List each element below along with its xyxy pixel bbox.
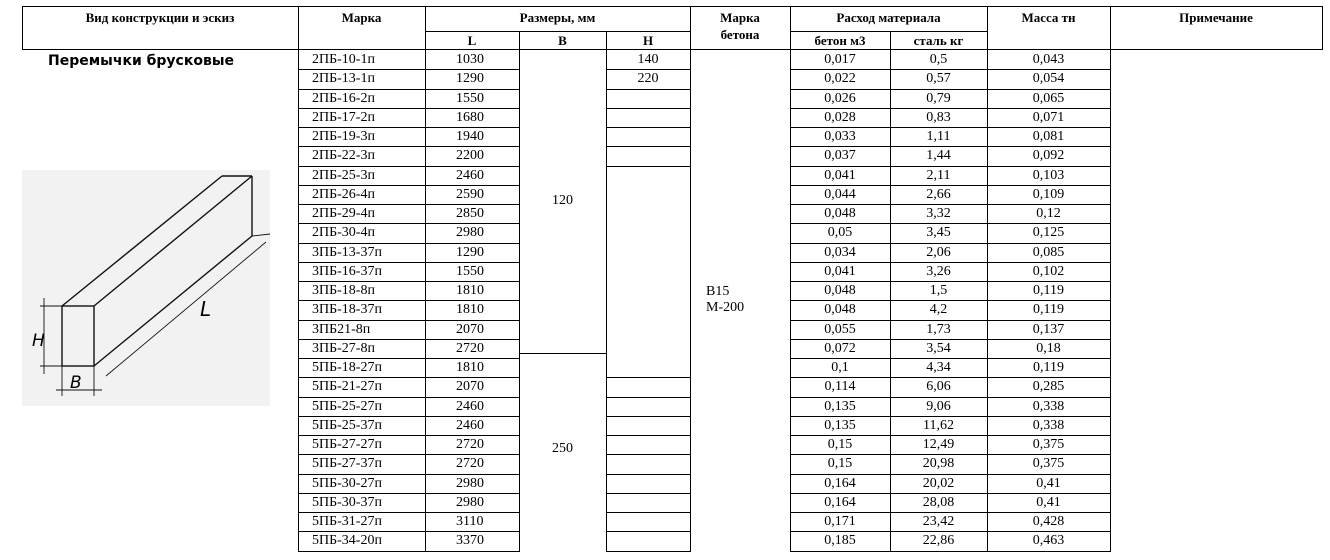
row-rule (790, 204, 890, 205)
cell-mass: 0,137 (1032, 321, 1065, 337)
row-rule (790, 300, 890, 301)
header-mark: Марка (341, 10, 382, 25)
row-rule (298, 281, 425, 282)
row-rule (890, 531, 987, 532)
cell-mark: 2ПБ-22-3п (312, 148, 375, 164)
row-rule (425, 127, 519, 128)
row-rule (890, 223, 987, 224)
row-rule (790, 454, 890, 455)
cell-mark: 3ПБ-13-37п (312, 244, 382, 260)
cell-steel: 2,11 (926, 167, 951, 183)
row-rule (890, 512, 987, 513)
row-rule (790, 69, 890, 70)
row-rule (298, 204, 425, 205)
row-rule (987, 435, 1110, 436)
cell-L: 1550 (456, 90, 484, 106)
header-note: Примечание (1179, 10, 1253, 25)
cell-mass: 0,054 (1032, 71, 1065, 87)
cell-mass: 0,41 (1036, 475, 1061, 491)
cell-mass: 0,103 (1032, 167, 1065, 183)
cell-mark: 5ПБ-25-37п (312, 417, 382, 433)
row-rule (890, 281, 987, 282)
cell-L: 3370 (456, 533, 484, 549)
header-dimensions: Размеры, мм (519, 10, 596, 25)
row-rule (987, 454, 1110, 455)
row-rule-H (606, 474, 690, 475)
cell-concrete: 0,041 (824, 263, 856, 279)
row-rule (987, 531, 1110, 532)
cell-mark: 2ПБ-13-1п (312, 71, 375, 87)
cell-mass: 0,109 (1032, 186, 1065, 202)
concrete-grade-2: M-200 (706, 300, 745, 315)
cell-steel: 22,86 (922, 533, 955, 549)
cell-mass: 0,41 (1036, 494, 1061, 510)
header-mid-rule (425, 31, 690, 32)
cell-concrete: 0,072 (824, 340, 856, 356)
cell-concrete: 0,135 (824, 398, 856, 414)
cell-mass: 0,428 (1032, 514, 1065, 529)
sketch-label-b: B (70, 373, 82, 393)
cell-concrete: 0,135 (824, 417, 856, 433)
cell-L: 2980 (456, 225, 484, 241)
cell-steel: 11,62 (923, 417, 954, 433)
cell-mass: 0,092 (1032, 148, 1065, 164)
row-rule (425, 281, 519, 282)
cell-concrete: 0,017 (824, 52, 856, 67)
cell-mass: 0,18 (1036, 340, 1061, 356)
header-concrete-grade-2: бетона (720, 27, 760, 42)
cell-concrete: 0,026 (824, 90, 856, 106)
cell-mark: 3ПБ21-8п (312, 321, 371, 337)
row-rule (298, 358, 425, 359)
row-rule (425, 300, 519, 301)
cell-L: 2070 (456, 321, 484, 337)
cell-concrete: 0,033 (824, 129, 856, 144)
row-rule (987, 551, 1110, 552)
cell-L: 1550 (456, 263, 484, 279)
row-rule (298, 146, 425, 147)
cell-mark: 5ПБ-25-27п (312, 398, 382, 414)
row-rule-H (606, 397, 690, 398)
cell-steel: 28,08 (922, 494, 955, 510)
cell-steel: 2,66 (926, 186, 951, 202)
row-rule (425, 146, 519, 147)
cell-mark: 2ПБ-26-4п (312, 186, 375, 202)
row-rule-H (606, 166, 690, 167)
row-rule-H (606, 108, 690, 109)
cell-L: 1290 (456, 71, 484, 87)
cell-steel: 4,2 (929, 302, 948, 318)
row-rule (425, 454, 519, 455)
row-rule (425, 223, 519, 224)
cell-mass: 0,043 (1032, 52, 1065, 67)
cell-L: 2850 (456, 206, 484, 221)
header-view: Вид конструкции и эскиз (85, 10, 235, 25)
header-cons-concrete: бетон м3 (814, 33, 866, 48)
cell-mark: 5ПБ-30-37п (312, 494, 382, 510)
row-rule (890, 358, 987, 359)
row-rule (298, 551, 425, 552)
row-rule (298, 531, 425, 532)
cell-steel: 4,34 (926, 360, 951, 375)
row-rule (298, 127, 425, 128)
cell-concrete: 0,034 (824, 244, 856, 260)
row-rule (425, 531, 519, 532)
cell-steel: 23,42 (922, 514, 955, 529)
cell-mark: 5ПБ-21-27п (312, 379, 382, 395)
row-rule (790, 358, 890, 359)
cell-concrete: 0,028 (824, 109, 856, 125)
row-rule (425, 69, 519, 70)
cell-mark: 5ПБ-27-27п (312, 437, 382, 452)
row-rule (298, 377, 425, 378)
cell-steel: 0,79 (926, 90, 951, 106)
cell-concrete: 0,044 (824, 186, 856, 202)
cell-mass: 0,338 (1032, 417, 1065, 433)
cell-mass: 0,071 (1032, 109, 1065, 125)
cell-concrete: 0,15 (827, 456, 853, 472)
cell-concrete: 0,041 (824, 167, 856, 183)
row-rule (790, 531, 890, 532)
cell-mark: 5ПБ-18-27п (312, 360, 382, 375)
cell-steel: 3,32 (926, 206, 951, 221)
row-rule-H (606, 127, 690, 128)
cell-mark: 5ПБ-27-37п (312, 456, 382, 472)
row-rule (890, 377, 987, 378)
row-rule-H (606, 69, 690, 70)
cell-concrete: 0,15 (827, 437, 853, 452)
row-rule (987, 127, 1110, 128)
cell-mass: 0,375 (1032, 456, 1065, 472)
row-rule (987, 69, 1110, 70)
cell-L: 2720 (456, 456, 484, 472)
concrete-grade-1: B15 (706, 284, 730, 299)
cell-concrete: 0,164 (824, 494, 856, 510)
col-border-mass-note (1110, 6, 1111, 552)
cell-concrete: 0,048 (824, 206, 856, 221)
cell-mark: 5ПБ-31-27п (312, 514, 382, 529)
cell-mass: 0,463 (1032, 533, 1065, 549)
sketch-label-l: L (200, 297, 212, 321)
cell-mass: 0,081 (1032, 129, 1065, 144)
row-rule (790, 127, 890, 128)
cell-mass: 0,375 (1032, 437, 1065, 452)
cell-concrete: 0,1 (831, 360, 849, 375)
cell-mass: 0,119 (1033, 302, 1064, 318)
cell-concrete: 0,05 (827, 225, 853, 241)
cell-concrete: 0,022 (824, 71, 856, 87)
cell-steel: 12,49 (922, 437, 955, 452)
cell-L: 2460 (456, 417, 484, 433)
row-rule (987, 300, 1110, 301)
cell-steel: 3,26 (926, 263, 951, 279)
row-rule (987, 377, 1110, 378)
row-rule (890, 551, 987, 552)
cell-steel: 1,73 (926, 321, 951, 337)
row-rule (987, 146, 1110, 147)
cell-L: 1030 (456, 52, 484, 67)
row-rule (987, 204, 1110, 205)
cell-concrete: 0,164 (824, 475, 856, 491)
cell-mark: 2ПБ-10-1п (312, 52, 375, 67)
cell-L: 2980 (456, 494, 484, 510)
row-rule (790, 512, 890, 513)
row-rule (790, 146, 890, 147)
row-rule (790, 223, 890, 224)
row-rule (790, 281, 890, 282)
row-rule (425, 512, 519, 513)
col-border-L-B (519, 31, 520, 552)
cell-steel: 2,06 (926, 244, 951, 260)
header-dim-B: B (558, 33, 567, 48)
header-cons-steel: сталь кг (913, 33, 964, 48)
cell-mark: 2ПБ-19-3п (312, 129, 375, 144)
row-rule (425, 377, 519, 378)
b-group-separator (519, 353, 606, 354)
header-mid-rule-consumption (790, 31, 987, 32)
cell-steel: 0,5 (929, 52, 948, 67)
header-dim-L: L (467, 33, 477, 48)
row-rule (790, 551, 890, 552)
cell-mass: 0,119 (1033, 283, 1064, 298)
sketch-background (22, 170, 270, 406)
cell-mass: 0,085 (1032, 244, 1065, 260)
cell-steel: 3,45 (926, 225, 951, 241)
row-rule (890, 204, 987, 205)
cell-mass: 0,125 (1032, 225, 1065, 241)
cell-mark: 5ПБ-34-20п (312, 533, 382, 549)
cell-steel: 9,06 (926, 398, 951, 414)
cell-L: 1810 (456, 302, 484, 318)
row-rule (298, 454, 425, 455)
header-concrete-grade-1: Марка (720, 10, 760, 25)
row-rule (298, 512, 425, 513)
cell-L: 2720 (456, 437, 484, 452)
row-rule (890, 69, 987, 70)
row-rule-H (606, 493, 690, 494)
cell-mark: 2ПБ-25-3п (312, 167, 375, 183)
row-rule (987, 223, 1110, 224)
row-rule (298, 223, 425, 224)
row-rule (790, 377, 890, 378)
cell-H: 140 (637, 52, 659, 67)
cell-L: 2590 (456, 186, 484, 202)
row-rule-H (606, 146, 690, 147)
row-rule (987, 512, 1110, 513)
row-rule (890, 454, 987, 455)
row-rule-H (606, 435, 690, 436)
cell-mark: 2ПБ-29-4п (312, 206, 375, 221)
sketch-label-h: H (32, 331, 45, 351)
row-rule (790, 435, 890, 436)
row-rule-H (606, 89, 690, 90)
cell-mark: 2ПБ-17-2п (312, 109, 375, 125)
header-top-border (22, 6, 1322, 7)
cell-steel: 20,98 (922, 456, 955, 472)
cell-mark: 3ПБ-18-8п (312, 283, 375, 298)
cell-L: 2720 (456, 340, 484, 356)
row-rule-H (606, 512, 690, 513)
cell-L: 2980 (456, 475, 484, 491)
cell-concrete: 0,048 (824, 302, 856, 318)
cell-L: 2200 (456, 148, 484, 164)
cell-L: 3110 (456, 514, 484, 529)
row-rule-H (606, 416, 690, 417)
row-rule-H (606, 551, 690, 552)
row-rule (987, 358, 1110, 359)
row-rule (298, 435, 425, 436)
section-title: Перемычки брусковые (48, 53, 234, 69)
cell-mark: 3ПБ-18-37п (312, 302, 382, 318)
cell-concrete: 0,114 (824, 379, 856, 395)
col-border-view-mark (298, 6, 299, 552)
cell-L: 1290 (456, 244, 484, 260)
row-rule (987, 281, 1110, 282)
b-value-120: 120 (552, 193, 573, 208)
cell-concrete: 0,055 (824, 321, 856, 337)
cell-L: 1940 (456, 129, 484, 144)
cell-mark: 3ПБ-16-37п (312, 263, 382, 279)
row-rule (425, 204, 519, 205)
b-value-250: 250 (552, 441, 573, 456)
row-rule-H (606, 377, 690, 378)
cell-L: 1810 (456, 360, 484, 375)
cell-steel: 0,57 (926, 71, 951, 87)
row-rule (425, 358, 519, 359)
cell-steel: 1,11 (926, 129, 951, 144)
row-rule (425, 435, 519, 436)
cell-steel: 0,83 (926, 109, 951, 125)
lintel-sketch (22, 170, 270, 406)
cell-mass: 0,338 (1032, 398, 1065, 414)
header-consumption: Расход материала (836, 10, 941, 25)
row-rule (298, 300, 425, 301)
cell-L: 2070 (456, 379, 484, 395)
cell-steel: 20,02 (922, 475, 955, 491)
header-dim-H: H (642, 33, 654, 48)
row-rule (890, 127, 987, 128)
row-rule (298, 69, 425, 70)
cell-L: 2460 (456, 167, 484, 183)
cell-mark: 5ПБ-30-27п (312, 475, 382, 491)
col-border-H-grade (690, 6, 691, 552)
row-rule (425, 551, 519, 552)
col-border-mark-L (425, 6, 426, 552)
header-mass: Масса тн (1021, 10, 1076, 25)
col-border-right (1322, 6, 1323, 50)
cell-mass: 0,12 (1036, 206, 1061, 221)
cell-steel: 3,54 (926, 340, 951, 356)
header-bottom-rule (22, 49, 1322, 50)
cell-steel: 6,06 (926, 379, 951, 395)
row-rule (890, 300, 987, 301)
row-rule-H (606, 454, 690, 455)
row-rule-H (606, 531, 690, 532)
cell-mark: 3ПБ-27-8п (312, 340, 375, 356)
cell-mass: 0,119 (1033, 360, 1064, 375)
cell-L: 1810 (456, 283, 484, 298)
cell-concrete: 0,171 (824, 514, 856, 529)
row-rule (890, 435, 987, 436)
cell-mass: 0,285 (1032, 379, 1065, 395)
cell-concrete: 0,185 (824, 533, 856, 549)
cell-L: 1680 (456, 109, 484, 125)
cell-concrete: 0,048 (824, 283, 856, 298)
cell-mass: 0,102 (1032, 263, 1065, 279)
cell-mark: 2ПБ-30-4п (312, 225, 375, 241)
row-rule (890, 146, 987, 147)
cell-concrete: 0,037 (824, 148, 856, 164)
cell-H: 220 (637, 71, 659, 87)
cell-steel: 1,5 (929, 283, 948, 298)
cell-steel: 1,44 (926, 148, 951, 164)
cell-L: 2460 (456, 398, 484, 414)
cell-mark: 2ПБ-16-2п (312, 90, 375, 106)
cell-mass: 0,065 (1032, 90, 1065, 106)
